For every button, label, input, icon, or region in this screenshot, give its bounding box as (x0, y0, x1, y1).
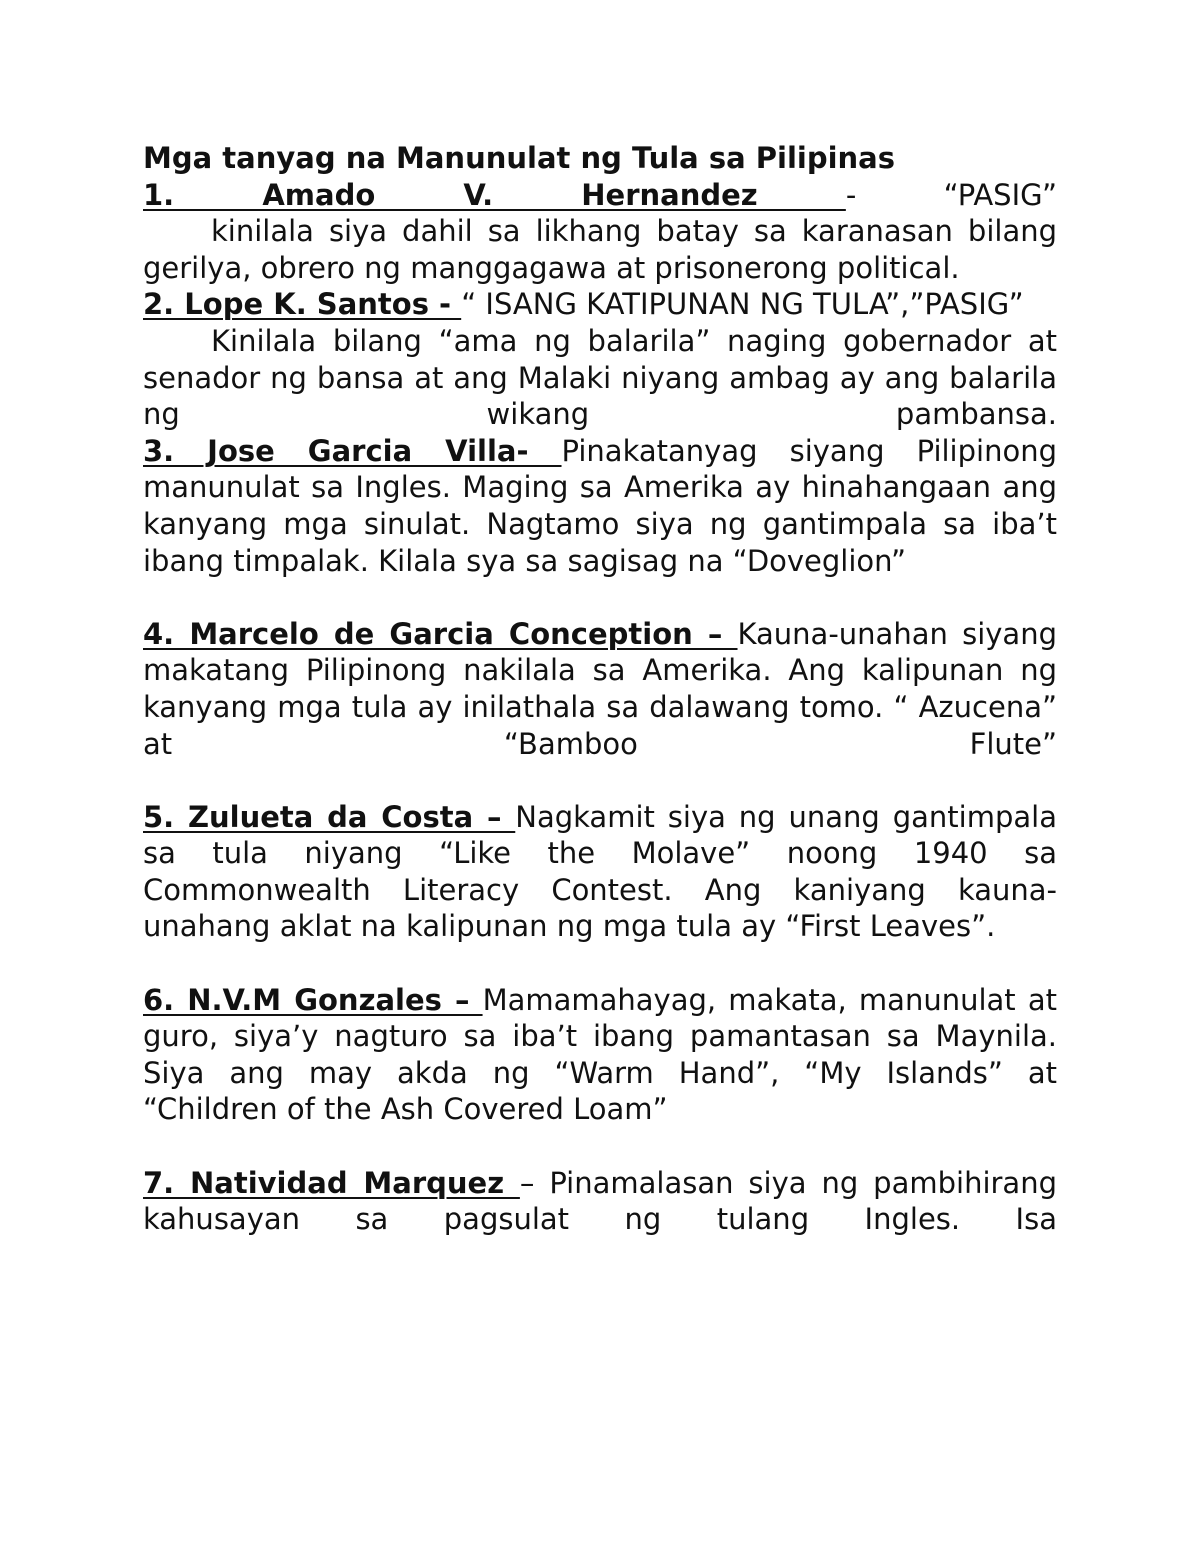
entry-5-text: Nagkamit siya ng unang gantimpala sa tula niyang “Like the Molave” noong 1940 sa Commonwealth Literacy Contest. Ang kaniyang kauna-unahang aklat na kalipunan ng mga tula ay “First Leaves”. (143, 799, 1057, 944)
entry-3-heading: 3. Jose Garcia Villa- (143, 433, 562, 468)
entry-7-paragraph (143, 1165, 1057, 1238)
entry-4-text: Kauna-unahan siyang makatang Pilipinong nakilala sa Amerika. Ang kalipunan ng kanyang mga tula ay inilathala sa dalawang tomo. “ Azucena” at “Bamboo Flute” (143, 616, 1057, 761)
entry-1-description: kinilala siya dahil sa likhang batay sa karanasan bilang gerilya, obrero ng manggagawa at prisonerong political. (143, 214, 1057, 285)
entry-5-paragraph (143, 799, 1057, 945)
entry-1-heading-line (143, 177, 1057, 214)
entry-7-text: – Pinamalasan siya ng pambihirang kahusayan sa pagsulat ng tulang Ingles. Isa (143, 1165, 1057, 1237)
entry-6-paragraph (143, 982, 1057, 1128)
entry-6-text: Mamamahayag, makata, manunulat at guro, siya’y nagturo sa iba’t ibang pamantasan sa Maynila. Siya ang may akda ng “Warm Hand”, “My Islands” at “Children of the Ash Covered Loam” (143, 982, 1058, 1127)
entry-2-heading-line (143, 286, 1057, 323)
entry-2-description: Kinilala bilang “ama ng balarila” naging gobernador at senador ng bansa at ang Malaki niyang ambag ay ang balarila ng wikang pambansa. (143, 323, 1057, 432)
paragraph-spacer (143, 762, 1057, 799)
entry-2-heading: 2. Lope K. Santos - (143, 287, 462, 322)
entry-2-after-heading: “ ISANG KATIPUNAN NG TULA”,”PASIG” (461, 287, 1024, 322)
paragraph-spacer (143, 579, 1057, 616)
entry-4-heading: 4. Marcelo de Garcia Conception – (143, 616, 738, 651)
entry-6-heading: 6. N.V.M Gonzales – (143, 982, 483, 1017)
entry-3-paragraph (143, 433, 1057, 579)
paragraph-spacer (143, 1128, 1057, 1165)
entry-4-paragraph (143, 616, 1057, 762)
entry-3-text: Pinakatanyag siyang Pilipinong manunulat sa Ingles. Maging sa Amerika ay hinahangaan ang kanyang mga sinulat. Nagtamo siya ng gantimpala sa iba’t ibang timpalak. Kilala sya sa sagisag na “Doveglion” (143, 433, 1057, 578)
page-title: Mga tanyag na Manunulat ng Tula sa Pilipinas (143, 141, 896, 175)
paragraph-spacer (143, 945, 1057, 982)
document-body (143, 140, 1057, 1238)
entry-5-heading: 5. Zulueta da Costa – (143, 799, 516, 834)
entry-7-heading: 7. Natividad Marquez (143, 1165, 520, 1200)
entry-1-heading: 1. Amado V. Hernandez (143, 177, 846, 212)
entry-1-after-heading: - “PASIG” (845, 177, 1058, 212)
